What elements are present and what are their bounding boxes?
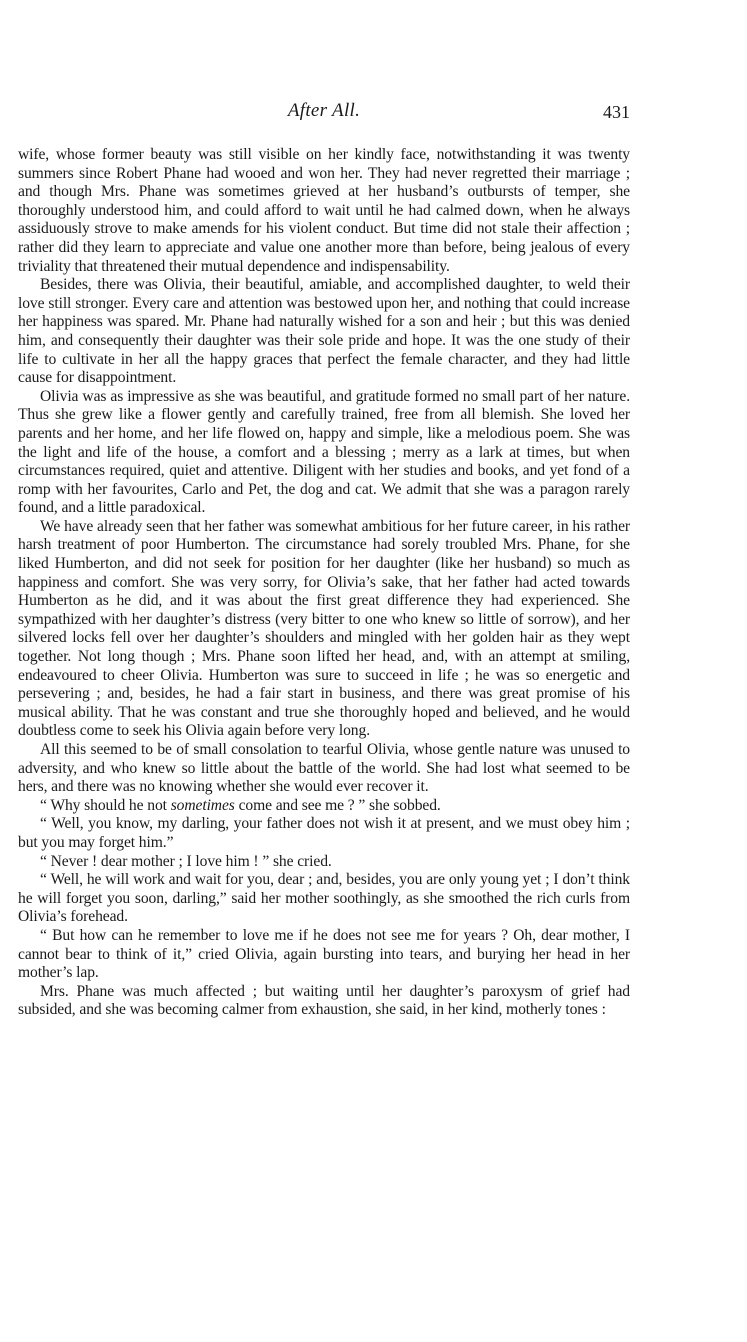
paragraph: wife, whose former beauty was still visible on her kindly face, notwithstanding it was twenty summers since Robert Phane had wooed and won her. They had never regretted their marriage ; and though Mrs. Phane was sometimes grieved at her husband’s outbursts of temper, she thoroughly understood him, and could afford to wait until he had calmed down, when he always assiduously strove to make amends for his violent conduct. But time did not stale their affection ; rather did they learn to appreciate and value one another more than before, being jealous of every triviality that threatened their mutual dependence and indispensability. [18, 146, 630, 275]
paragraph: “ But how can he remember to love me if he does not see me for years ? Oh, dear mother, I cannot bear to think of it,” cried Olivia, again bursting into tears, and burying her head in her mother’s lap. [18, 926, 630, 982]
paragraph: “ Never ! dear mother ; I love him ! ” she cried. [40, 852, 332, 870]
page-header [18, 100, 630, 132]
paragraph: Mrs. Phane was much affected ; but waiting until her daughter’s paroxysm of grief had subsided, and she was becoming calmer from exhaustion, she said, in her kind, motherly tones : [18, 982, 630, 1019]
paragraph: Olivia was as impressive as she was beautiful, and gratitude formed no small part of her nature. Thus she grew like a flower gently and carefully trained, free from all blemish. She loved her parents and her home, and her life flowed on, happy and simple, like a melodious poem. She was the light and life of the house, a comfort and a blessing ; merry as a lark at times, but when circumstances required, quiet and attentive. Diligent with her studies and books, and yet fond of a romp with her favourites, Carlo and Pet, the dog and cat. We admit that she was a paragon rarely found, and a little paradoxical. [18, 387, 630, 517]
body-text [18, 146, 630, 1020]
paragraph: “ Well, he will work and wait for you, dear ; and, besides, you are only young yet ; I don’t think he will forget you soon, darling,” said her mother soothingly, as she smoothed the rich curls from Olivia’s forehead. [18, 871, 630, 926]
emphasized-word: sometimes [170, 796, 235, 814]
paragraph: Besides, there was Olivia, their beautiful, amiable, and accomplished daughter, to weld their love still stronger. Every care and attention was bestowed upon her, and nothing that could increase her happiness was spared. Mr. Phane had naturally wished for a son and heir ; but this was denied him, and consequently their daughter was their sole pride and hope. It was the one study of their life to cultivate in her all the happy graces that perfect the female character, and they had little cause for disappointment. [18, 276, 630, 387]
paragraph: “ Well, you know, my darling, your father does not wish it at present, and we must obey him ; but you may forget him.” [18, 815, 630, 851]
running-title: After All. [287, 100, 361, 121]
paragraph [18, 797, 630, 816]
paragraph: All this seemed to be of small consolation to tearful Olivia, whose gentle nature was unused to adversity, and who knew so little about the battle of the world. She had lost what seemed to be hers, and there was no knowing whether she would ever recover it. [18, 741, 630, 796]
dialogue-text: “ Why should he not [40, 796, 171, 814]
dialogue-text: come and see me ? ” she sobbed. [234, 796, 441, 814]
page-number: 431 [603, 102, 630, 122]
paragraph: We have already seen that her father was somewhat ambitious for her future career, in his rather harsh treatment of poor Humberton. The circumstance had sorely troubled Mrs. Phane, for she liked Humberton, and did not seek for position for her daughter (like her husband) so much as happiness and comfort. She was very sorry, for Olivia’s sake, that her father had acted towards Humberton as he did, and it was about the first great difference they had experienced. She sympathized with her daughter’s distress (very bitter to one who knew so little of sorrow), and her silvered locks fell over her daughter’s shoulders and mingled with her golden hair as they wept together. Not long though ; Mrs. Phane soon lifted her head, and, with an attempt at smiling, endeavoured to cheer Olivia. Humberton was sure to succeed in life ; he was so energetic and persevering ; and, besides, he had a fair start in business, and there was great promise of his musical ability. That he was constant and true she thoroughly hoped and believed, and he would doubtless come to seek his Olivia again before very long. [18, 517, 630, 740]
